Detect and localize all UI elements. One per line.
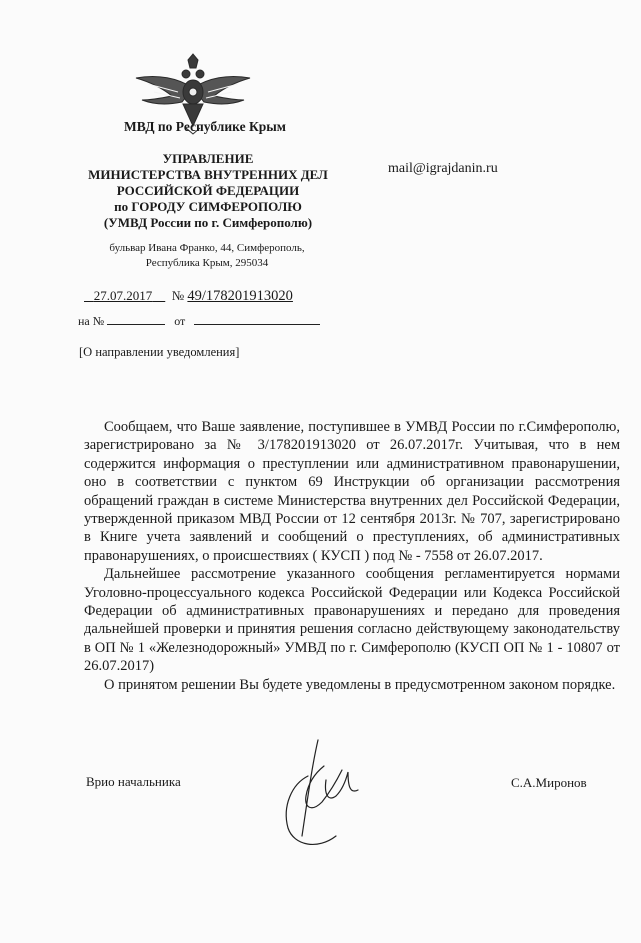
number-sign: № — [171, 288, 185, 303]
recipient-email: mail@igrajdanin.ru — [388, 161, 498, 176]
signatory-position: Врио начальника — [86, 774, 181, 789]
reference-label: на № — [78, 314, 105, 328]
ministry-title: МВД по Республике Крым — [124, 119, 286, 134]
letter-body — [84, 418, 620, 694]
registration-line — [84, 288, 293, 305]
department-line: РОССИЙСКОЙ ФЕДЕРАЦИИ — [116, 183, 300, 198]
body-paragraph: Сообщаем, что Ваше заявление, поступившее в УМВД России по г.Симферополю, зарегистрировано за № 3/178201913020 от 26.07.2017г. Учитывая, что в нем содержится информация о преступлении или административном правонарушении, оно в соответствии с пунктом 69 Инструкции об организации рассмотрения обращений граждан в системе Министерства внутренних дел Российской Федерации, утвержденной приказом МВД России от 12 сентября 2013г. № 707, зарегистрировано в Книге учета заявлений и сообщений о преступлениях, об административных правонарушениях, о происшествиях ( КУСП ) под № - 7558 от 26.07.2017. — [84, 419, 620, 564]
reference-number-blank — [107, 324, 165, 325]
department-block — [74, 151, 342, 231]
department-line: (УМВД России по г. Симферополю) — [103, 215, 313, 230]
registration-number: 49/178201913020 — [187, 288, 293, 304]
address-line: Республика Крым, 295034 — [145, 257, 269, 269]
registration-date-field — [84, 288, 165, 303]
subject-line: [О направлении уведомления] — [79, 345, 240, 359]
address-block — [86, 241, 328, 271]
body-paragraph: О принятом решении Вы будете уведомлены в предусмотренном законом порядке. — [104, 676, 616, 693]
address-line: бульвар Ивана Франко, 44, Симферополь, — [109, 242, 305, 254]
department-line: УПРАВЛЕНИЕ — [162, 151, 254, 166]
registration-date: 27.07.2017 — [93, 288, 153, 303]
signatory-name: С.А.Миронов — [511, 775, 587, 790]
department-line: МИНИСТЕРСТВА ВНУТРЕННИХ ДЕЛ — [88, 167, 328, 182]
reference-date-blank — [194, 324, 320, 325]
body-paragraph: Дальнейшее рассмотрение указанного сообщения регламентируется нормами Уголовно-процессуального кодекса Российской Федерации или Кодекса Российской Федерации об административных правонарушениях и передано для проведения дальнейшей проверки и принятия решения согласно действующему законодательству в ОП № 1 «Железнодорожный» УМВД по г. Симферополю (КУСП ОП № 1 - 10807 от 26.07.2017) — [84, 566, 620, 675]
reference-line — [78, 314, 320, 329]
handwritten-signature — [278, 736, 378, 856]
department-line: по ГОРОДУ СИМФЕРОПОЛЮ — [114, 199, 302, 214]
reference-from-label: от — [174, 314, 186, 328]
